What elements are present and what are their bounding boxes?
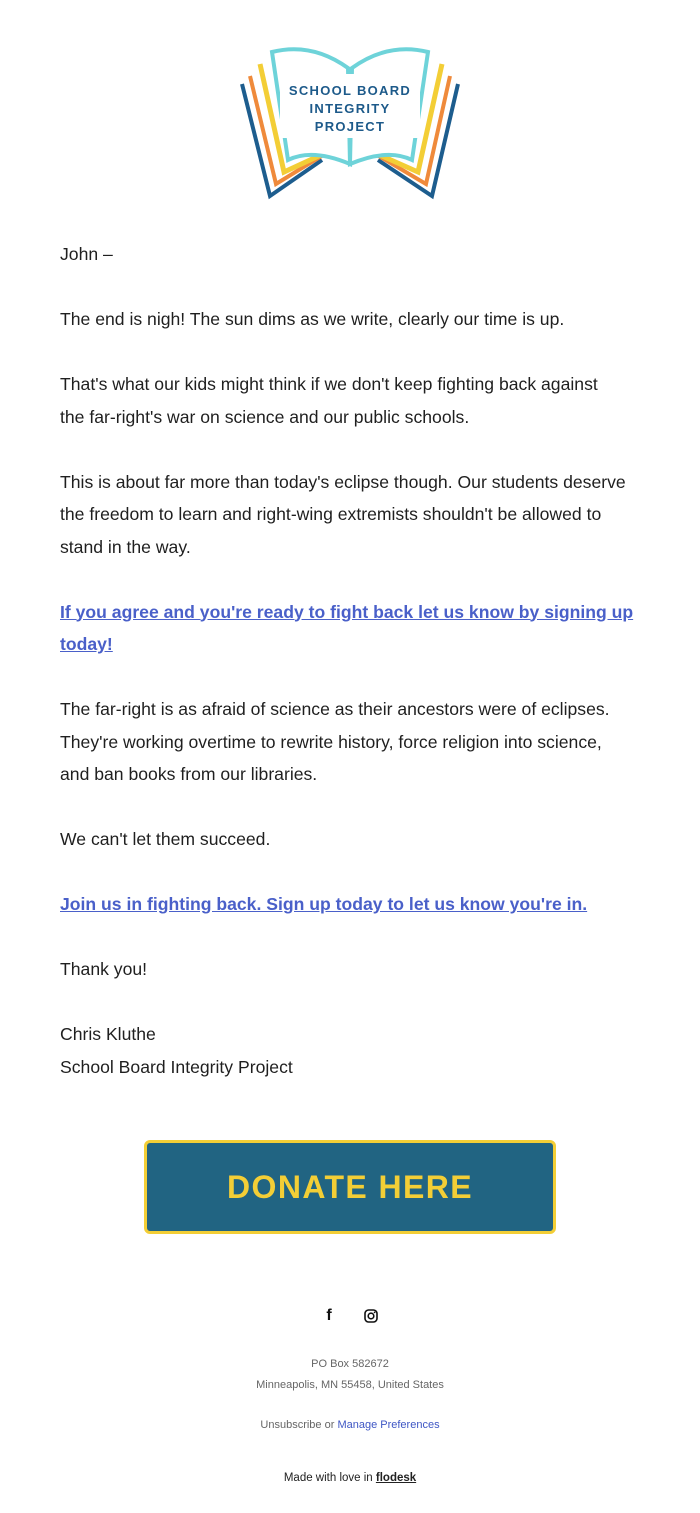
address-line-1: PO Box 582672 [311,1358,389,1370]
signup-link-1-line-2[interactable]: today! [60,634,113,654]
paragraph-3-line-1: This is about far more than today's eclipse though. Our students deserve [60,471,626,492]
made-with-flodesk [0,1472,700,1484]
signup-link-1-line-1[interactable]: If you agree and you're ready to fight back let us know by signing up [60,601,634,622]
logo-text-line1: SCHOOL BOARD [288,83,412,98]
logo-text-line3: PROJECT [314,119,386,134]
letter-body [60,238,645,1083]
paragraph-1: The end is nigh! The sun dims as we write, clearly our time is up. [60,309,565,329]
unsubscribe-link[interactable]: Unsubscribe [260,1419,322,1431]
preferences-line [0,1419,700,1431]
facebook-icon[interactable]: f [326,1307,332,1324]
paragraph-3-line-2: the freedom to learn and right-wing extremists shouldn't be allowed to [60,504,602,524]
paragraph-4-line-1: The far-right is as afraid of science as their ancestors were of eclipses. [60,699,610,719]
flodesk-link[interactable]: flodesk [375,1472,417,1484]
school-board-integrity-project-logo [236,44,464,200]
paragraph-4-line-2: They're working overtime to rewrite history, force religion into science, [60,731,602,752]
or-text: or [321,1419,338,1431]
instagram-icon[interactable] [361,1306,381,1326]
greeting: John – [60,244,113,264]
thank-you: Thank you! [60,959,148,979]
signature-org: School Board Integrity Project [60,1056,293,1077]
signature-name: Chris Kluthe [60,1024,156,1044]
manage-preferences-link[interactable]: Manage Preferences [337,1419,440,1431]
paragraph-3-line-3: stand in the way. [60,536,191,557]
logo-text-line2: INTEGRITY [309,101,391,116]
signup-link-2[interactable]: Join us in fighting back. Sign up today to let us know you're in. [60,894,588,914]
made-with-text: Made with love in [283,1472,376,1484]
paragraph-2-line-1: That's what our kids might think if we don't keep fighting back against [60,374,598,394]
paragraph-5: We can't let them succeed. [60,829,271,849]
donate-button[interactable]: DONATE HERE [144,1140,556,1234]
paragraph-2-line-2: the far-right's war on science and our public schools. [60,406,470,427]
address-line-2: Minneapolis, MN 55458, United States [256,1379,444,1391]
paragraph-4-line-3: and ban books from our libraries. [60,764,318,784]
